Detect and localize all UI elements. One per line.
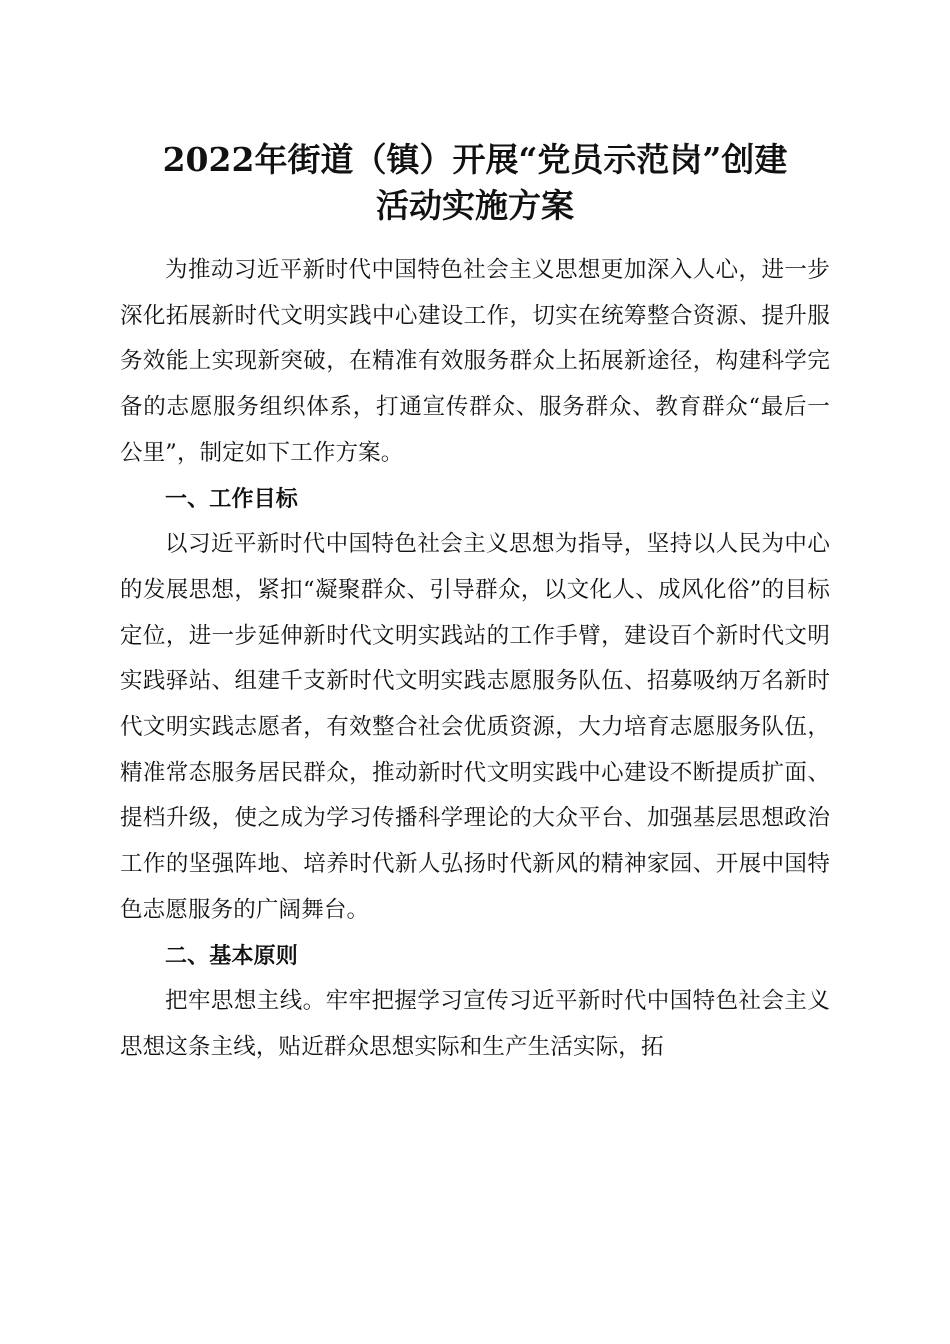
document-title-line-1: 2022年街道（镇）开展“党员示范岗”创建 <box>162 140 788 179</box>
goals-paragraph: 以习近平新时代中国特色社会主义思想为指导，坚持以人民为中心的发展思想，紧扣“凝聚群众、引导群众，以文化人、成风化俗”的目标定位，进一步延伸新时代文明实践站的工作手臂，建设百个新时代文明实践驿站、组建千支新时代文明实践志愿服务队伍、招募吸纳万名新时代文明实践志愿者，有效整合社会优质资源，大力培育志愿服务队伍，精准常态服务居民群众，推动新时代文明实践中心建设不断提质扩面、提档升级，使之成为学习传播科学理论的大众平台、加强基层思想政治工作的坚强阵地、培养时代新人弘扬时代新风的精神家园、开展中国特色志愿服务的广阔舞台。 <box>120 531 830 923</box>
section-heading-principles: 二、基本原则 <box>165 943 298 969</box>
principles-paragraph: 把牢思想主线。牢牢把握学习宣传习近平新时代中国特色社会主义思想这条主线，贴近群众思想实际和生产生活实际，拓 <box>120 988 830 1060</box>
document-title-line-2: 活动实施方案 <box>376 186 574 225</box>
document-body <box>120 248 830 1071</box>
intro-paragraph: 为推动习近平新时代中国特色社会主义思想更加深入人心，进一步深化拓展新时代文明实践中心建设工作，切实在统筹整合资源、提升服务效能上实现新突破，在精准有效服务群众上拓展新途径，构建科学完备的志愿服务组织体系，打通宣传群众、服务群众、教育群众“最后一公里”，制定如下工作方案。 <box>120 257 830 466</box>
section-heading-goals: 一、工作目标 <box>165 486 298 512</box>
